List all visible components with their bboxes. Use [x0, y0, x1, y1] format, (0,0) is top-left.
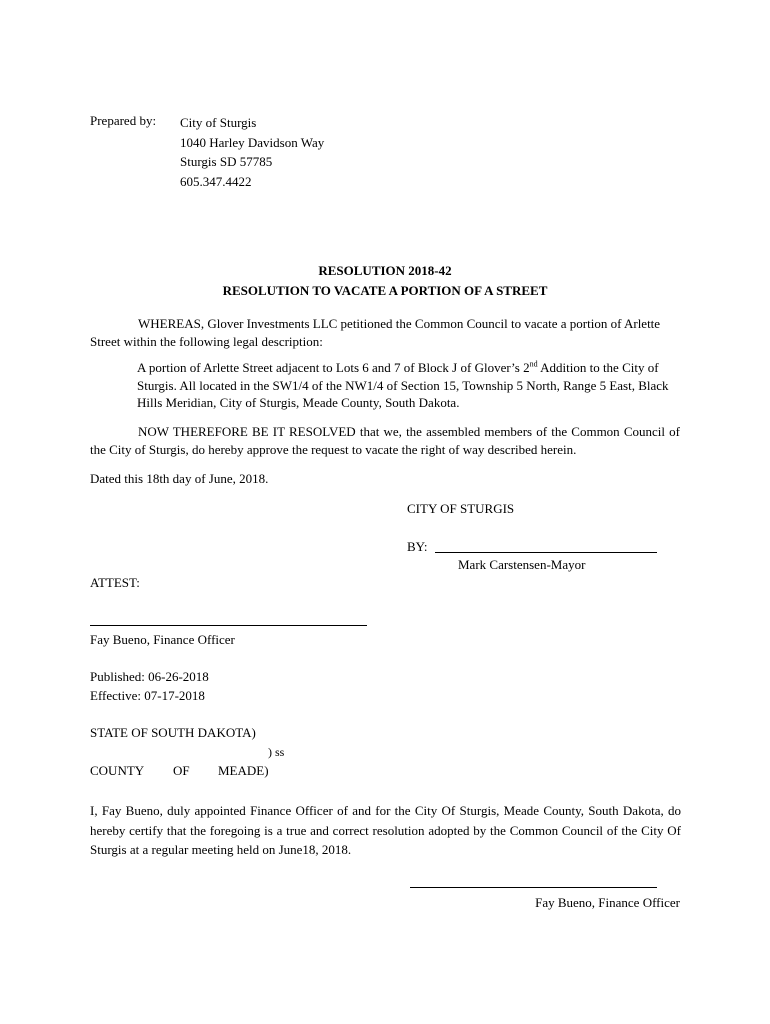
preparer-address [180, 113, 324, 191]
final-signature-line [410, 887, 657, 888]
legal-description-part-1: A portion of Arlette Street adjacent to Lots 6 and 7 of Block J of Glover’s 2 [137, 360, 530, 375]
venue-of: OF [173, 763, 190, 778]
attest-signature-line [90, 625, 367, 626]
dated-line: Dated this 18th day of June, 2018. [90, 471, 269, 486]
effective-date: Effective: 07-17-2018 [90, 688, 205, 703]
by-label: BY: [407, 539, 428, 554]
final-officer-name: Fay Bueno, Finance Officer [535, 895, 680, 910]
certification-paragraph: I, Fay Bueno, duly appointed Finance Officer of and for the City Of Sturgis, Meade County, South Dakota, do hereby certify that the foregoing is a true and correct resolution adopted by the Common Council of the City Of Sturgis at a regular meeting held on June18, 2018. [90, 803, 681, 857]
attest-officer-name: Fay Bueno, Finance Officer [90, 632, 235, 647]
resolution-number: RESOLUTION 2018-42 [318, 263, 452, 278]
preparer-name: City of Sturgis [180, 115, 257, 130]
legal-description-part-2: Addition to the City of Sturgis. All located in the SW1/4 of the NW1/4 of Section 15, Township 5 North, Range 5 East, Black Hills Meridian, City of Sturgis, Meade County, South Dakota. [137, 360, 669, 410]
prepared-by-label: Prepared by: [90, 113, 157, 128]
published-date: Published: 06-26-2018 [90, 669, 209, 684]
resolution-title: RESOLUTION TO VACATE A PORTION OF A STREET [222, 283, 548, 298]
venue-county-label: COUNTY [90, 763, 145, 778]
resolved-paragraph: NOW THEREFORE BE IT RESOLVED that we, the assembled members of the Common Council of the City of Sturgis, do hereby approve the request to vacate the right of way described herein. [90, 424, 680, 457]
attest-label: ATTEST: [90, 575, 140, 590]
venue-county-name: MEADE) [218, 763, 269, 778]
venue-state: STATE OF SOUTH DAKOTA) [90, 725, 256, 740]
preparer-street: 1040 Harley Davidson Way [180, 134, 325, 150]
venue-ss: ) ss [268, 745, 285, 759]
preparer-phone: 605.347.4422 [180, 173, 252, 189]
preparer-city-state-zip: Sturgis SD 57785 [180, 154, 273, 169]
mayor-name: Mark Carstensen-Mayor [458, 557, 586, 572]
legal-description [137, 359, 682, 412]
legal-description-ordinal: nd [529, 359, 538, 369]
city-signature-heading: CITY OF STURGIS [407, 501, 515, 516]
whereas-paragraph: WHEREAS, Glover Investments LLC petitioned the Common Council to vacate a portion of Arlette Street within the following legal description: [90, 316, 661, 349]
mayor-signature-line [435, 552, 657, 553]
